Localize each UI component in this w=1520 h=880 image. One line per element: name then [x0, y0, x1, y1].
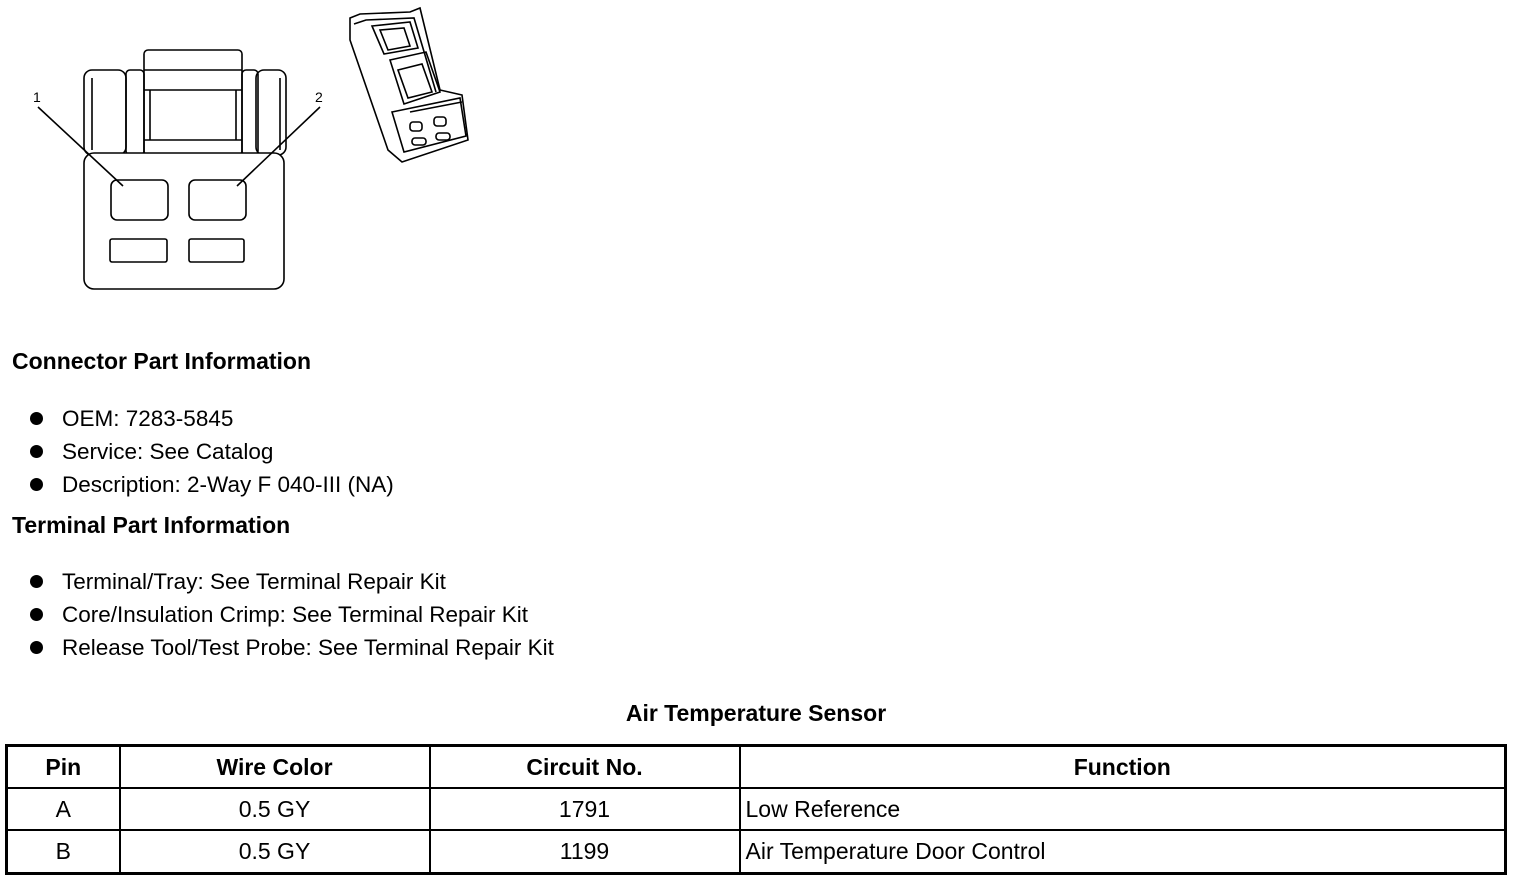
bullet-icon [30, 575, 43, 588]
pinout-table [5, 744, 1507, 875]
table-row [7, 788, 1506, 830]
table-header-row [7, 746, 1506, 789]
bullet-icon [30, 445, 43, 458]
cell-pin: A [7, 788, 120, 830]
list-item [28, 435, 394, 468]
terminal-part-heading: Terminal Part Information [12, 512, 291, 538]
bullet-icon [30, 412, 43, 425]
cell-circuit-no: 1199 [430, 830, 740, 873]
bullet-icon [30, 478, 43, 491]
table-row [7, 830, 1506, 873]
list-item-text: OEM: 7283-5845 [62, 406, 234, 431]
list-item [28, 565, 554, 598]
header-wire-color: Wire Color [120, 746, 430, 789]
terminal-part-list [28, 565, 554, 664]
callout-2-label: 2 [315, 89, 323, 105]
list-item-text: Description: 2-Way F 040-III (NA) [62, 472, 394, 497]
header-function: Function [740, 746, 1506, 789]
list-item [28, 631, 554, 664]
bullet-icon [30, 608, 43, 621]
connector-diagram [0, 0, 520, 300]
header-pin: Pin [7, 746, 120, 789]
cell-function: Air Temperature Door Control [740, 830, 1506, 873]
list-item-text: Terminal/Tray: See Terminal Repair Kit [62, 569, 446, 594]
connector-isometric-view [350, 8, 468, 162]
connector-part-list [28, 402, 394, 501]
callout-1-label: 1 [33, 89, 41, 105]
list-item-text: Core/Insulation Crimp: See Terminal Repair Kit [62, 602, 529, 627]
table-title: Air Temperature Sensor [625, 700, 887, 726]
connector-part-heading: Connector Part Information [12, 348, 312, 374]
cell-wire-color: 0.5 GY [120, 788, 430, 830]
list-item-text: Service: See Catalog [62, 439, 274, 464]
connector-face-view [38, 50, 320, 289]
list-item [28, 402, 394, 435]
bullet-icon [30, 641, 43, 654]
list-item [28, 598, 554, 631]
cell-pin: B [7, 830, 120, 873]
cell-function: Low Reference [740, 788, 1506, 830]
cell-wire-color: 0.5 GY [120, 830, 430, 873]
list-item-text: Release Tool/Test Probe: See Terminal Repair Kit [62, 635, 554, 660]
header-circuit-no: Circuit No. [430, 746, 740, 789]
cell-circuit-no: 1791 [430, 788, 740, 830]
list-item [28, 468, 394, 501]
